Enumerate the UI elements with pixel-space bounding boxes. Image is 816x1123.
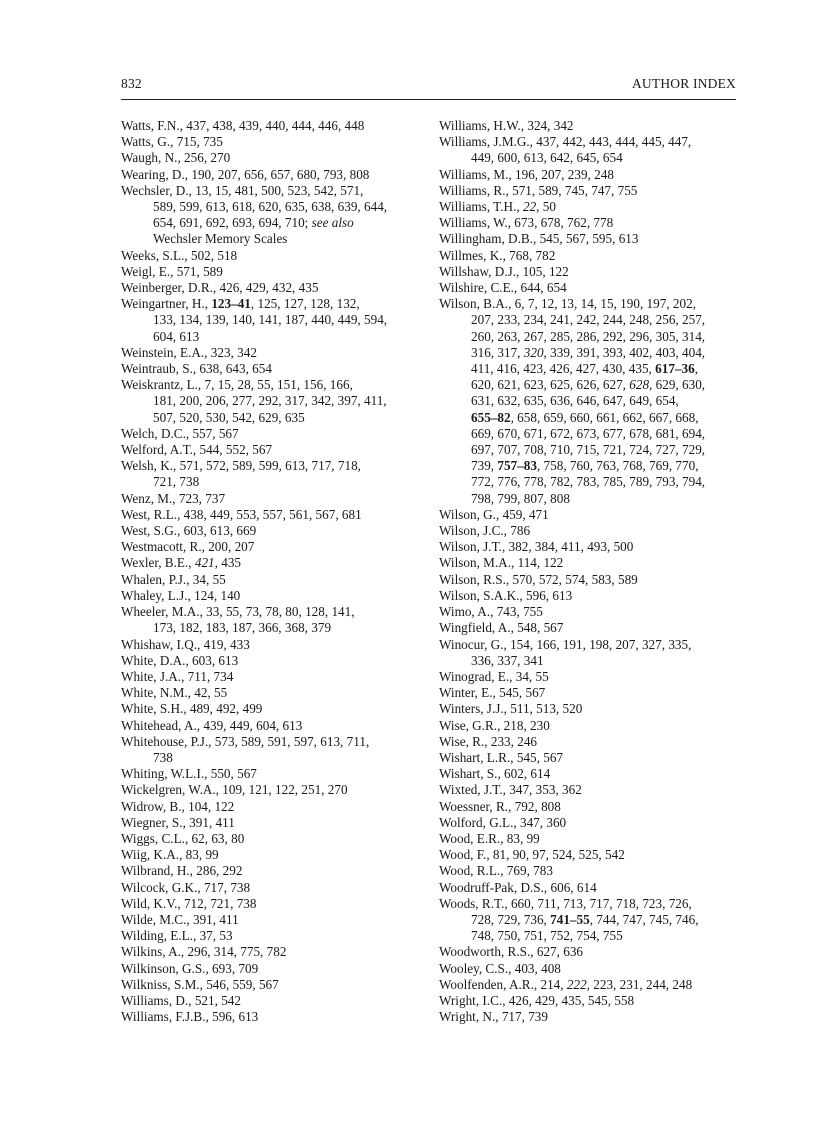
index-entry [121, 604, 421, 636]
index-entry-line: White, S.H., 489, 492, 499 [121, 701, 263, 717]
index-entry [439, 863, 739, 879]
index-entry-line: Wilson, J.T., 382, 384, 411, 493, 500 [439, 539, 634, 555]
index-entry-line: Wooley, C.S., 403, 408 [439, 960, 561, 976]
index-entry [121, 799, 421, 815]
index-entry-line: Wishart, S., 602, 614 [439, 766, 551, 782]
index-entry [121, 572, 421, 588]
index-entry [439, 264, 739, 280]
index-entry-continuation: 748, 750, 751, 752, 754, 755 [471, 928, 623, 944]
index-entry-line: Wenz, M., 723, 737 [121, 490, 226, 506]
index-entry-line: Whiting, W.L.I., 550, 567 [121, 766, 257, 782]
index-entry-line: Whaley, L.J., 124, 140 [121, 587, 241, 603]
index-entry-line: Welch, D.C., 557, 567 [121, 425, 239, 441]
index-entry-line: Wishart, L.R., 545, 567 [439, 749, 564, 765]
index-entry-line: Wright, N., 717, 739 [439, 1009, 548, 1025]
index-entry [439, 766, 739, 782]
index-entry [121, 442, 421, 458]
index-entry-continuation: Wechsler Memory Scales [153, 231, 288, 247]
index-entry [439, 134, 739, 166]
index-entry-line: Wilcock, G.K., 717, 738 [121, 879, 251, 895]
index-entry-line: Weeks, S.L., 502, 518 [121, 247, 238, 263]
index-entry-line: Wiggs, C.L., 62, 63, 80 [121, 830, 245, 846]
index-entry [439, 718, 739, 734]
index-entry-line: Wise, G.R., 218, 230 [439, 717, 550, 733]
index-entry-line: Willshaw, D.J., 105, 122 [439, 263, 569, 279]
index-entry-line: Wood, R.L., 769, 783 [439, 863, 553, 879]
index-entry-line: Willingham, D.B., 545, 567, 595, 613 [439, 231, 639, 247]
index-entry [121, 669, 421, 685]
index-entry-continuation: 655–82, 658, 659, 660, 661, 662, 667, 668, [471, 409, 699, 425]
index-entry-line: Wilde, M.C., 391, 411 [121, 911, 239, 927]
index-entry [121, 588, 421, 604]
index-entry-continuation: 631, 632, 635, 636, 646, 647, 649, 654, [471, 393, 679, 409]
index-entry-continuation: 654, 691, 692, 693, 694, 710; see also [153, 215, 354, 231]
index-entry-line: Whitehouse, P.J., 573, 589, 591, 597, 613, 711, [121, 733, 370, 749]
index-entry [439, 588, 739, 604]
index-entry-line: Williams, J.M.G., 437, 442, 443, 444, 445, 447, [439, 134, 692, 150]
index-entry [439, 880, 739, 896]
index-entry [439, 993, 739, 1009]
index-entry [121, 637, 421, 653]
index-entry-line: Woessner, R., 792, 808 [439, 798, 561, 814]
index-entry [439, 1009, 739, 1025]
index-entry-line: Wood, F., 81, 90, 97, 524, 525, 542 [439, 847, 625, 863]
index-entry-line: Wiegner, S., 391, 411 [121, 814, 235, 830]
index-entry [439, 280, 739, 296]
index-entry-line: White, D.A., 603, 613 [121, 652, 239, 668]
index-entry-line: Wilson, J.C., 786 [439, 523, 531, 539]
index-entry-line: Wheeler, M.A., 33, 55, 73, 78, 80, 128, 141, [121, 604, 355, 620]
index-entry-continuation: 721, 738 [153, 474, 200, 490]
index-entry-line: Winter, E., 545, 567 [439, 685, 546, 701]
index-entry-line: White, J.A., 711, 734 [121, 668, 234, 684]
index-entry [439, 183, 739, 199]
index-entry-line: Wright, I.C., 426, 429, 435, 545, 558 [439, 992, 635, 1008]
index-entry-continuation: 449, 600, 613, 642, 645, 654 [471, 150, 623, 166]
index-entry [121, 1009, 421, 1025]
index-entry [121, 361, 421, 377]
index-entry-continuation: 133, 134, 139, 140, 141, 187, 440, 449, 594, [153, 312, 388, 328]
index-entry [121, 167, 421, 183]
index-entry-line: Weingartner, H., 123–41, 125, 127, 128, 132, [121, 296, 360, 312]
index-entry-line: Woodruff-Pak, D.S., 606, 614 [439, 879, 597, 895]
index-entry-line: Wilson, S.A.K., 596, 613 [439, 587, 573, 603]
index-entry [121, 426, 421, 442]
index-entry [121, 118, 421, 134]
index-entry [439, 539, 739, 555]
index-entry [439, 215, 739, 231]
index-entry-line: Weinberger, D.R., 426, 429, 432, 435 [121, 280, 319, 296]
index-entry [121, 718, 421, 734]
index-entry-line: Waugh, N., 256, 270 [121, 150, 231, 166]
index-entry-line: Wilkniss, S.M., 546, 559, 567 [121, 976, 279, 992]
index-entry-continuation: 589, 599, 613, 618, 620, 635, 638, 639, 644, [153, 199, 388, 215]
index-entry-line: Wickelgren, W.A., 109, 121, 122, 251, 270 [121, 782, 348, 798]
index-entry-line: Williams, M., 196, 207, 239, 248 [439, 166, 614, 182]
index-entry [439, 685, 739, 701]
index-entry [121, 734, 421, 766]
index-entry-continuation: 738 [153, 749, 173, 765]
index-entry-line: Wimo, A., 743, 755 [439, 604, 543, 620]
index-entry-line: Wechsler, D., 13, 15, 481, 500, 523, 542, 571, [121, 182, 364, 198]
index-entry-continuation: 260, 263, 267, 285, 286, 292, 296, 305, 314, [471, 328, 706, 344]
index-entry-line: Williams, H.W., 324, 342 [439, 118, 574, 133]
index-entry-continuation: 207, 233, 234, 241, 242, 244, 248, 256, 257, [471, 312, 706, 328]
index-entry [439, 507, 739, 523]
index-entry-line: Wiig, K.A., 83, 99 [121, 847, 219, 863]
index-entry [121, 928, 421, 944]
index-entry [439, 831, 739, 847]
index-entry-line: Wingfield, A., 548, 567 [439, 620, 564, 636]
index-entry [121, 766, 421, 782]
index-entry-line: Wild, K.V., 712, 721, 738 [121, 895, 257, 911]
index-entry-line: Wolford, G.L., 347, 360 [439, 814, 567, 830]
index-entry [121, 134, 421, 150]
index-column-right [439, 118, 739, 1025]
index-entry [439, 750, 739, 766]
index-entry [121, 977, 421, 993]
index-entry-line: White, N.M., 42, 55 [121, 685, 228, 701]
index-entry-line: Winocur, G., 154, 166, 191, 198, 207, 327, 335, [439, 636, 692, 652]
index-entry-line: Woods, R.T., 660, 711, 713, 717, 718, 723, 726, [439, 895, 692, 911]
index-entry [439, 248, 739, 264]
index-entry-continuation: 316, 317, 320, 339, 391, 393, 402, 403, 404, [471, 344, 706, 360]
index-entry [121, 653, 421, 669]
index-entry-line: Woodworth, R.S., 627, 636 [439, 944, 584, 960]
section-title: AUTHOR INDEX [631, 76, 736, 91]
index-entry [439, 296, 739, 507]
index-entry-line: Wise, R., 233, 246 [439, 733, 538, 749]
index-entry [121, 377, 421, 426]
index-entry [121, 993, 421, 1009]
index-entry-line: Wilkinson, G.S., 693, 709 [121, 960, 259, 976]
index-entry-line: Wilbrand, H., 286, 292 [121, 863, 243, 879]
index-entry-line: Wearing, D., 190, 207, 656, 657, 680, 793, 808 [121, 166, 370, 182]
index-entry [121, 880, 421, 896]
index-entry [439, 669, 739, 685]
index-entry-line: Wilson, R.S., 570, 572, 574, 583, 589 [439, 571, 638, 587]
index-entry-continuation: 336, 337, 341 [471, 652, 544, 668]
index-entry-line: Wilson, G., 459, 471 [439, 506, 549, 522]
index-entry [121, 847, 421, 863]
index-entry-line: Wexler, B.E., 421, 435 [121, 555, 242, 571]
index-entry-continuation: 620, 621, 623, 625, 626, 627, 628, 629, 630, [471, 377, 706, 393]
index-entry-line: Woolfenden, A.R., 214, 222, 223, 231, 244, 248 [439, 976, 693, 992]
index-entry-line: Winograd, E., 34, 55 [439, 668, 549, 684]
index-entry-line: Wilkins, A., 296, 314, 775, 782 [121, 944, 287, 960]
index-entry [121, 491, 421, 507]
index-entry-line: Weigl, E., 571, 589 [121, 263, 223, 279]
index-column-left [121, 118, 421, 1025]
index-entry [121, 961, 421, 977]
index-entry [121, 458, 421, 490]
index-entry-continuation: 604, 613 [153, 328, 200, 344]
index-entry-line: Watts, F.N., 437, 438, 439, 440, 444, 446, 448 [121, 118, 365, 133]
index-entry [121, 507, 421, 523]
index-entry-line: Williams, D., 521, 542 [121, 992, 241, 1008]
index-entry [439, 799, 739, 815]
index-entry-continuation: 411, 416, 423, 426, 427, 430, 435, 617–36, [471, 361, 698, 377]
index-entry [439, 847, 739, 863]
index-entry-continuation: 728, 729, 736, 741–55, 744, 747, 745, 746, [471, 911, 699, 927]
index-entry [121, 685, 421, 701]
index-entry-continuation: 798, 799, 807, 808 [471, 490, 570, 506]
index-entry [121, 183, 421, 248]
index-entry [439, 961, 739, 977]
index-entry [439, 118, 739, 134]
index-entry-line: Whalen, P.J., 34, 55 [121, 571, 226, 587]
index-entry [439, 944, 739, 960]
index-entry-continuation: 739, 757–83, 758, 760, 763, 768, 769, 770, [471, 458, 699, 474]
index-entry [121, 831, 421, 847]
index-entry [439, 572, 739, 588]
index-entry-line: Wilson, B.A., 6, 7, 12, 13, 14, 15, 190, 197, 202, [439, 296, 696, 312]
header-rule [121, 99, 736, 100]
index-entry-continuation: 669, 670, 671, 672, 673, 677, 678, 681, 694, [471, 425, 706, 441]
index-entry-line: Weinstein, E.A., 323, 342 [121, 344, 257, 360]
index-entry [121, 944, 421, 960]
index-entry-line: Welsh, K., 571, 572, 589, 599, 613, 717, 718, [121, 458, 361, 474]
index-entry [121, 863, 421, 879]
index-entry-line: Westmacott, R., 200, 207 [121, 539, 255, 555]
index-entry-line: Whitehead, A., 439, 449, 604, 613 [121, 717, 303, 733]
index-entry-line: West, R.L., 438, 449, 553, 557, 561, 567, 681 [121, 506, 362, 522]
index-entry [439, 167, 739, 183]
index-entry [121, 782, 421, 798]
index-entry [439, 701, 739, 717]
index-entry [121, 701, 421, 717]
index-entry [439, 896, 739, 945]
index-entry-continuation: 772, 776, 778, 782, 783, 785, 789, 793, 794, [471, 474, 706, 490]
index-entry-line: Welford, A.T., 544, 552, 567 [121, 442, 273, 458]
index-entry-line: Williams, F.J.B., 596, 613 [121, 1009, 259, 1025]
index-entry-continuation: 173, 182, 183, 187, 366, 368, 379 [153, 620, 332, 636]
index-entry-line: Whishaw, I.Q., 419, 433 [121, 636, 250, 652]
index-entry-line: Watts, G., 715, 735 [121, 134, 223, 150]
index-entry-line: West, S.G., 603, 613, 669 [121, 523, 257, 539]
index-entry [121, 296, 421, 345]
index-entry [121, 345, 421, 361]
index-entry-line: Williams, W., 673, 678, 762, 778 [439, 215, 614, 231]
index-entry [439, 977, 739, 993]
index-entry-continuation: 697, 707, 708, 710, 715, 721, 724, 727, 729, [471, 442, 706, 458]
running-header [121, 76, 736, 92]
index-entry-line: Wixted, J.T., 347, 353, 362 [439, 782, 582, 798]
index-entry [439, 555, 739, 571]
index-entry [121, 896, 421, 912]
index-entry [439, 523, 739, 539]
index-entry [439, 231, 739, 247]
index-entry [121, 150, 421, 166]
index-entry-line: Weiskrantz, L., 7, 15, 28, 55, 151, 156, 166, [121, 377, 353, 393]
index-entry [121, 912, 421, 928]
index-entry-line: Wilshire, C.E., 644, 654 [439, 280, 567, 296]
index-entry-line: Widrow, B., 104, 122 [121, 798, 235, 814]
index-entry-continuation: 507, 520, 530, 542, 629, 635 [153, 409, 305, 425]
index-entry-line: Winters, J.J., 511, 513, 520 [439, 701, 583, 717]
index-entry [121, 523, 421, 539]
index-entry-line: Williams, T.H., 22, 50 [439, 199, 556, 215]
index-entry [439, 637, 739, 669]
index-entry [439, 199, 739, 215]
index-entry [121, 264, 421, 280]
index-entry [439, 620, 739, 636]
index-entry-line: Wilson, M.A., 114, 122 [439, 555, 564, 571]
index-entry [439, 782, 739, 798]
index-entry [121, 248, 421, 264]
index-entry-line: Williams, R., 571, 589, 745, 747, 755 [439, 182, 638, 198]
index-entry [439, 734, 739, 750]
index-entry-line: Weintraub, S., 638, 643, 654 [121, 361, 272, 377]
index-entry-line: Wood, E.R., 83, 99 [439, 830, 540, 846]
index-entry [439, 815, 739, 831]
index-entry [121, 555, 421, 571]
index-entry [121, 280, 421, 296]
index-entry [121, 815, 421, 831]
index-entry [439, 604, 739, 620]
index-entry-continuation: 181, 200, 206, 277, 292, 317, 342, 397, 411, [153, 393, 387, 409]
index-entry-line: Wilding, E.L., 37, 53 [121, 928, 233, 944]
index-entry-line: Willmes, K., 768, 782 [439, 247, 556, 263]
page-number: 832 [121, 76, 142, 91]
index-entry [121, 539, 421, 555]
